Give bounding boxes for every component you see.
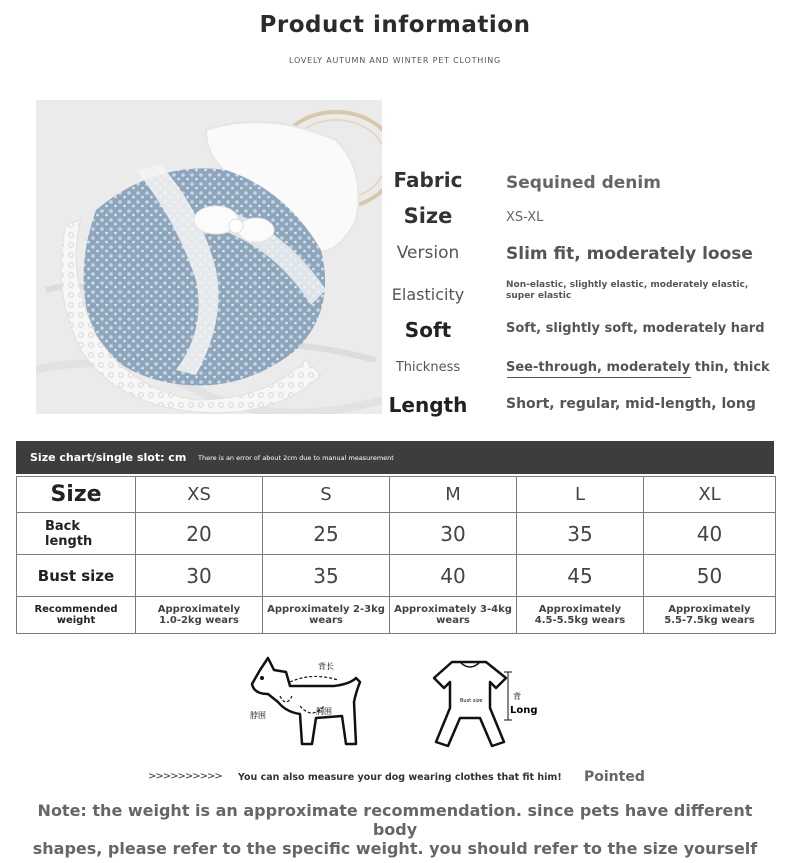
- size-table: [16, 476, 776, 634]
- attr-fabric-value: Sequined denim: [506, 173, 661, 193]
- attr-length-label: Length: [388, 393, 468, 417]
- weight-l-line1: Approximately: [538, 604, 622, 615]
- garment-long-label: Long: [510, 705, 538, 716]
- weight-m-line1: Approximately 3-4kg: [394, 604, 512, 615]
- garment-measure-diagram: [430, 656, 545, 751]
- size-s: S: [263, 477, 390, 513]
- attr-size-value: XS-XL: [506, 210, 544, 225]
- weight-xs: [136, 597, 263, 634]
- size-m: M: [390, 477, 517, 513]
- weight-xl-line2: 5.5-7.5kg wears: [664, 615, 755, 626]
- weight-s: [263, 597, 390, 634]
- row-label-back-length: [17, 513, 136, 555]
- row-label-size: Size: [17, 477, 136, 513]
- row-label-weight: [17, 597, 136, 634]
- dog-neck-label: 脖围: [250, 711, 266, 720]
- weight-l: [517, 597, 644, 634]
- weight-xl-line1: Approximately: [668, 604, 751, 615]
- row-label-weight-line2: weight: [56, 615, 96, 626]
- weight-note: [18, 801, 772, 858]
- weight-m-line2: wears: [436, 615, 470, 626]
- attr-elasticity-value-line2: super elastic: [506, 291, 572, 301]
- weight-xl: [644, 597, 776, 634]
- back-xl: 40: [644, 513, 776, 555]
- table-row-weight: [17, 597, 776, 634]
- arrow-decoration: >>>>>>>>>>: [148, 771, 222, 782]
- row-label-back-line1: Back: [45, 518, 81, 534]
- size-xs: XS: [136, 477, 263, 513]
- attr-elasticity-value-line1: Non-elastic, slightly elastic, moderately elastic,: [506, 280, 749, 290]
- weight-s-line1: Approximately 2-3kg: [267, 604, 385, 615]
- row-label-bust: Bust size: [17, 555, 136, 597]
- bust-m: 40: [390, 555, 517, 597]
- dog-measure-diagram: [246, 650, 371, 750]
- garment-bust-label: Bust size: [460, 698, 483, 704]
- size-chart-title: Size chart/single slot: cm: [30, 451, 187, 464]
- back-l: 35: [517, 513, 644, 555]
- weight-note-line2: shapes, please refer to the specific weight. you should refer to the size yourself: [32, 839, 758, 858]
- size-chart-header: [16, 441, 774, 474]
- table-row-back-length: [17, 513, 776, 555]
- dog-back-length-label: 背长: [318, 662, 334, 671]
- bust-xs: 30: [136, 555, 263, 597]
- garment-back-char: 背: [513, 692, 521, 701]
- product-photo: [36, 100, 382, 414]
- dog-outline-icon: [252, 658, 360, 744]
- bust-l: 45: [517, 555, 644, 597]
- weight-note-line1: Note: the weight is an approximate recommendation. since pets have different body: [37, 801, 753, 839]
- measure-tip: You can also measure your dog wearing clothes that fit him!: [238, 772, 562, 783]
- attr-length-value: Short, regular, mid-length, long: [506, 396, 756, 412]
- dog-chest-label: 胸围: [316, 707, 332, 716]
- back-xs: 20: [136, 513, 263, 555]
- attr-thickness-label: Thickness: [395, 360, 461, 375]
- page-title: Product information: [259, 12, 531, 38]
- page-subtitle: LOVELY AUTUMN AND WINTER PET CLOTHING: [288, 56, 502, 65]
- attr-version-label: Version: [396, 243, 460, 263]
- attr-thickness-value: See-through, moderately thin, thick: [506, 360, 770, 375]
- pointed-label: Pointed: [584, 769, 645, 785]
- weight-xs-line1: Approximately: [157, 604, 241, 615]
- bust-s: 35: [263, 555, 390, 597]
- weight-xs-line2: 1.0-2kg wears: [159, 615, 239, 626]
- attr-soft-value: Soft, slightly soft, moderately hard: [506, 321, 765, 336]
- back-s: 25: [263, 513, 390, 555]
- weight-s-line2: wears: [309, 615, 343, 626]
- weight-m: [390, 597, 517, 634]
- row-label-weight-line1: Recommended: [34, 604, 118, 615]
- size-l: L: [517, 477, 644, 513]
- back-m: 30: [390, 513, 517, 555]
- attr-version-value: Slim fit, moderately loose: [506, 244, 753, 264]
- garment-outline-icon: [434, 662, 506, 746]
- row-label-back-line2: length: [45, 533, 93, 549]
- attr-size-label: Size: [403, 204, 453, 228]
- weight-l-line2: 4.5-5.5kg wears: [534, 615, 626, 626]
- attr-fabric-label: Fabric: [393, 168, 463, 192]
- thickness-underline: [507, 377, 691, 378]
- attr-soft-label: Soft: [404, 318, 452, 342]
- table-row-size: [17, 477, 776, 513]
- attr-elasticity-label: Elasticity: [391, 285, 465, 304]
- size-chart-note: There is an error of about 2cm due to manual measurement: [198, 454, 394, 462]
- bust-xl: 50: [644, 555, 776, 597]
- table-row-bust: [17, 555, 776, 597]
- size-xl: XL: [644, 477, 776, 513]
